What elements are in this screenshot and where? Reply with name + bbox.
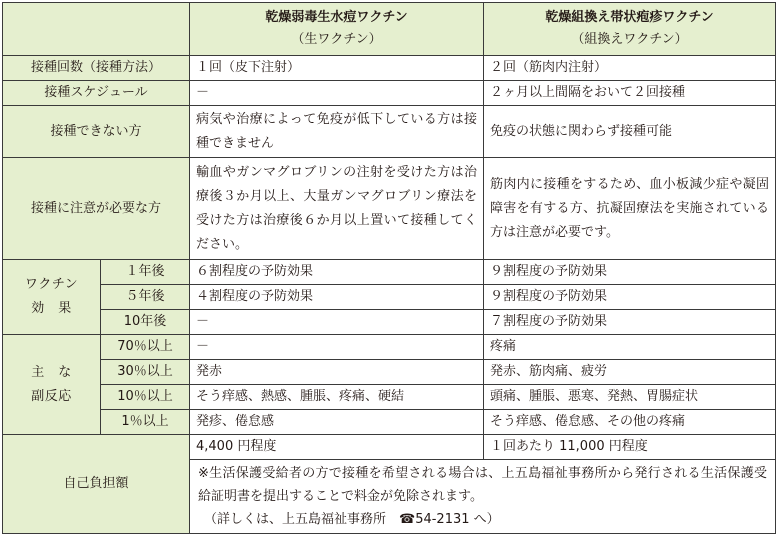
label-contraindication: 接種できない方: [3, 106, 190, 158]
value-efficacy-1y-live: ６割程度の予防効果: [190, 260, 484, 285]
row-schedule: [3, 81, 776, 106]
value-efficacy-1y-recombinant: ９割程度の予防効果: [484, 260, 776, 285]
label-cost: 自己負担額: [3, 435, 190, 534]
row-side-effect-30: [3, 360, 776, 385]
row-contraindication: [3, 106, 776, 158]
value-contraindication-live: 病気や治療によって免疫が低下している方は接種できません: [190, 106, 484, 158]
row-efficacy-1y: [3, 260, 776, 285]
label-schedule: 接種スケジュール: [3, 81, 190, 106]
label-efficacy-10y: 10年後: [101, 310, 190, 335]
value-dose-count-live: １回（皮下注射）: [190, 56, 484, 81]
header-row: [3, 3, 776, 56]
row-efficacy-10y: [3, 310, 776, 335]
row-caution: [3, 158, 776, 260]
header-recombinant-vaccine-sub: （組換えワクチン）: [571, 32, 688, 47]
label-side-effect-line1: 主 な: [31, 364, 72, 380]
value-contraindication-recombinant: 免疫の状態に関わらず接種可能: [484, 106, 776, 158]
row-efficacy-5y: [3, 285, 776, 310]
row-cost: [3, 435, 776, 460]
cost-note-cell: [190, 460, 776, 534]
vaccine-comparison-table: [2, 2, 776, 534]
value-side-effect-70-live: －: [190, 335, 484, 360]
header-recombinant-vaccine: [484, 3, 776, 56]
label-side-effect-30: 30％以上: [101, 360, 190, 385]
label-side-effect-70: 70％以上: [101, 335, 190, 360]
label-side-effect-group: [3, 335, 101, 435]
value-schedule-live: －: [190, 81, 484, 106]
value-dose-count-recombinant: ２回（筋肉内注射）: [484, 56, 776, 81]
value-efficacy-5y-recombinant: ９割程度の予防効果: [484, 285, 776, 310]
value-caution-recombinant: 筋肉内に接種をするため、血小板減少症や凝固障害を有する方、抗凝固療法を実施されている方は注意が必要です。: [484, 158, 776, 260]
header-blank-cell: [3, 3, 190, 56]
value-side-effect-30-live: 発赤: [190, 360, 484, 385]
comparison-table-wrapper: [2, 2, 776, 534]
value-schedule-recombinant: ２ヶ月以上間隔をおいて２回接種: [484, 81, 776, 106]
value-side-effect-1-recombinant: そう痒感、倦怠感、その他の疼痛: [484, 410, 776, 435]
label-efficacy-group: [3, 260, 101, 335]
label-efficacy-1y: １年後: [101, 260, 190, 285]
label-side-effect-line2: 副反応: [31, 388, 72, 404]
label-efficacy-line2: 効 果: [31, 301, 72, 316]
value-side-effect-70-recombinant: 疼痛: [484, 335, 776, 360]
value-cost-recombinant: １回あたり 11,000 円程度: [484, 435, 776, 460]
label-side-effect-1: 1％以上: [101, 410, 190, 435]
value-side-effect-30-recombinant: 発赤、筋肉痛、疲労: [484, 360, 776, 385]
header-live-vaccine: [190, 3, 484, 56]
row-dose-count: [3, 56, 776, 81]
row-side-effect-70: [3, 335, 776, 360]
label-dose-count: 接種回数（接種方法）: [3, 56, 190, 81]
header-recombinant-vaccine-title: 乾燥組換え帯状疱疹ワクチン: [545, 10, 714, 25]
label-efficacy-line1: ワクチン: [24, 277, 79, 292]
header-live-vaccine-sub: （生ワクチン）: [291, 32, 382, 47]
cost-note-text: ※生活保護受給者の方で接種を希望される場合は、上五島福祉事務所から発行される生活保護受給証明書を提出することで料金が免除されます。: [198, 466, 767, 504]
row-side-effect-10: [3, 385, 776, 410]
cost-note-contact: （詳しくは、上五島福祉事務所 ☎54-2131 へ）: [204, 512, 500, 527]
value-side-effect-10-live: そう痒感、熱感、腫脹、疼痛、硬結: [190, 385, 484, 410]
value-side-effect-1-live: 発疹、倦怠感: [190, 410, 484, 435]
value-caution-live: 輸血やガンマグロブリンの注射を受けた方は治療後３か月以上、大量ガンマグロブリン療法を受けた方は治療後６か月以上置いて接種してください。: [190, 158, 484, 260]
value-efficacy-10y-live: －: [190, 310, 484, 335]
label-efficacy-5y: ５年後: [101, 285, 190, 310]
header-live-vaccine-title: 乾燥弱毒生水痘ワクチン: [265, 10, 408, 25]
value-cost-live: 4,400 円程度: [190, 435, 484, 460]
value-side-effect-10-recombinant: 頭痛、腫脹、悪寒、発熱、胃腸症状: [484, 385, 776, 410]
value-efficacy-5y-live: ４割程度の予防効果: [190, 285, 484, 310]
label-caution: 接種に注意が必要な方: [3, 158, 190, 260]
value-efficacy-10y-recombinant: ７割程度の予防効果: [484, 310, 776, 335]
label-side-effect-10: 10％以上: [101, 385, 190, 410]
row-side-effect-1: [3, 410, 776, 435]
